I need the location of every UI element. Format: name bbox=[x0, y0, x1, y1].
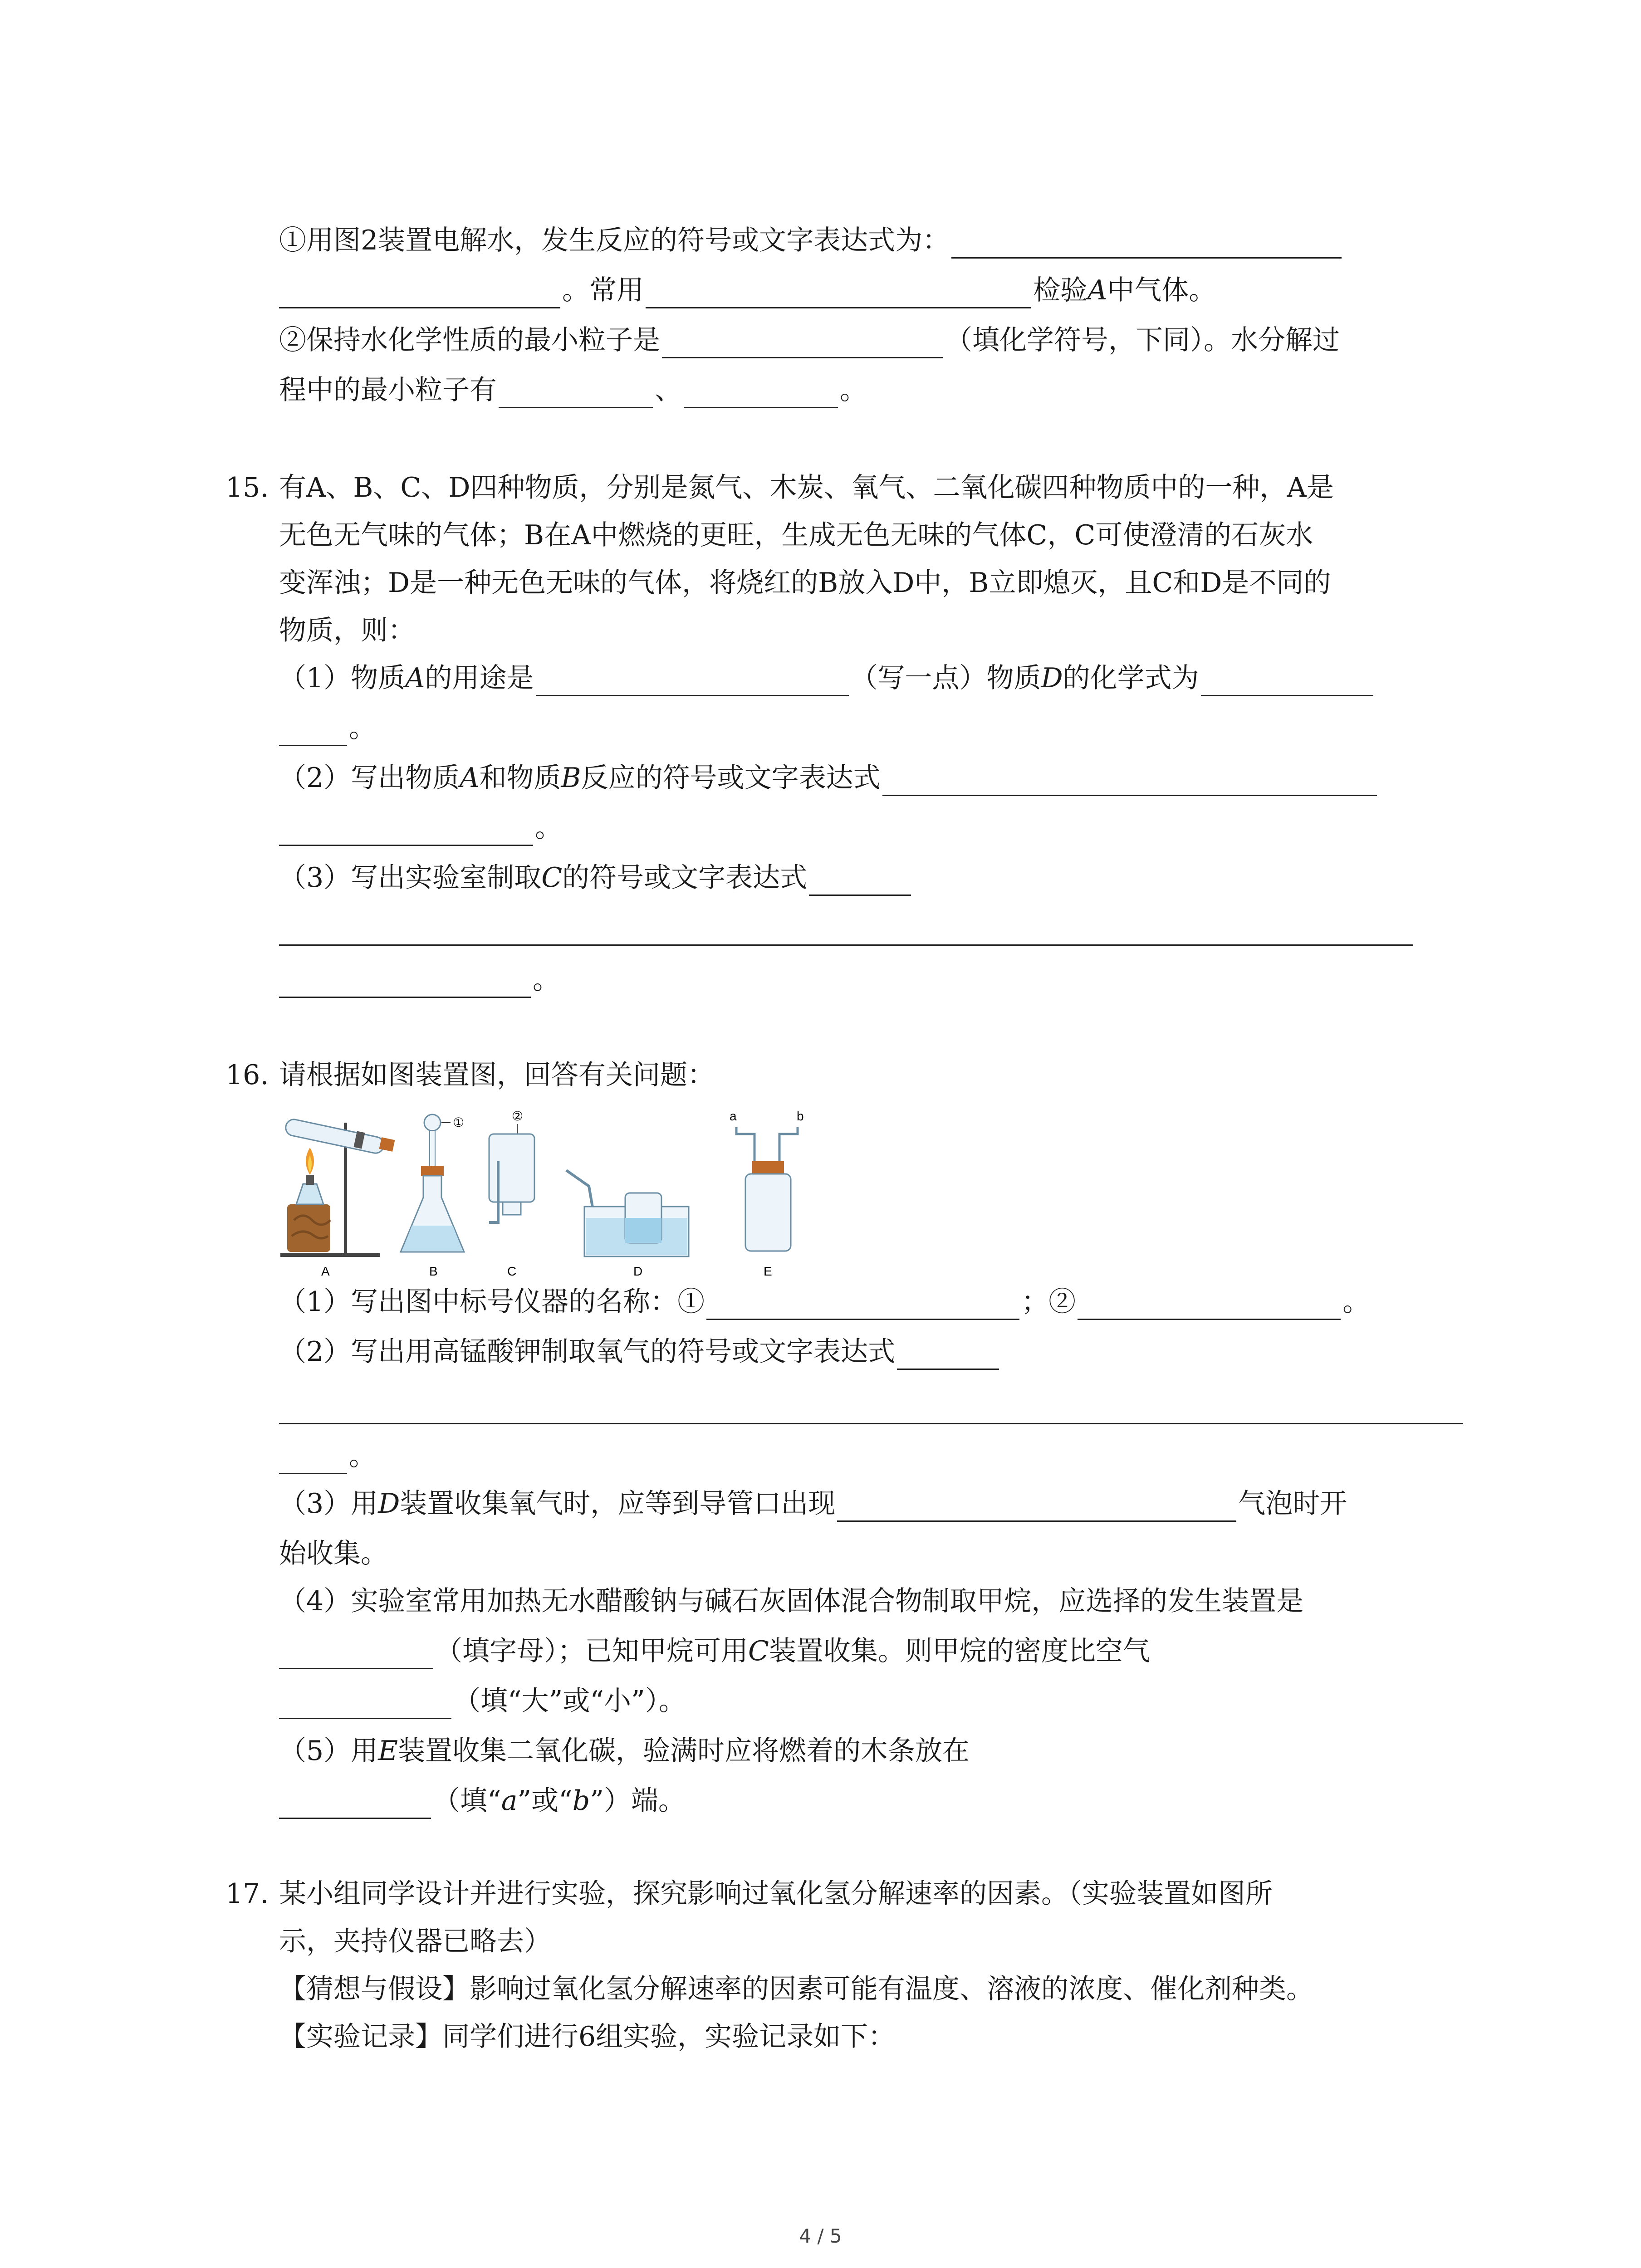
label-port-a: a bbox=[730, 1109, 737, 1123]
label-e: E bbox=[764, 1264, 772, 1278]
answer-blank[interactable] bbox=[279, 1788, 431, 1819]
q15-stem-3: 变浑浊；D是一种无色无味的气体，将烧红的B放入D中，B立即熄灭，且C和D是不同的 bbox=[279, 567, 1331, 599]
answer-blank[interactable] bbox=[279, 277, 560, 308]
q15-part-1: （1）物质A的用途是 （写一点）物质D的化学式为 bbox=[279, 660, 1375, 696]
question-number: 17. bbox=[225, 1878, 269, 1910]
answer-blank[interactable] bbox=[279, 1638, 433, 1669]
q16-part-2-cont bbox=[279, 1388, 1465, 1424]
answer-blank[interactable] bbox=[706, 1289, 1019, 1320]
q16-part-4-cont: （填字母）；已知甲烷可用C装置收集。则甲烷的密度比空气 bbox=[279, 1633, 1150, 1669]
q15-stem-2: 无色无气味的气体；B在A中燃烧的更旺，生成无色无味的气体C，C可使澄清的石灰水 bbox=[279, 519, 1313, 551]
apparatus-b bbox=[401, 1114, 464, 1278]
q16-part-3-cont: 始收集。 bbox=[279, 1538, 388, 1569]
q17-record: 【实验记录】同学们进行6组实验，实验记录如下： bbox=[279, 2021, 896, 2053]
label-d: D bbox=[633, 1264, 643, 1278]
answer-blank[interactable] bbox=[684, 377, 838, 408]
answer-blank[interactable] bbox=[882, 765, 1377, 796]
answer-blank[interactable] bbox=[279, 967, 531, 998]
answer-blank[interactable] bbox=[536, 665, 849, 696]
answer-blank[interactable] bbox=[499, 377, 653, 408]
label-c: C bbox=[507, 1264, 517, 1278]
q15-part-1-cont: 。 bbox=[279, 710, 376, 746]
q16-part-1: （1）写出图中标号仪器的名称：① ；② 。 bbox=[279, 1284, 1370, 1320]
q16-part-5: （5）用E装置收集二氧化碳，验满时应将燃着的木条放在 bbox=[279, 1735, 970, 1767]
page-number: 4 / 5 bbox=[799, 2225, 842, 2247]
q16-part-3: （3）用D装置收集氧气时，应等到导管口出现 气泡时开 bbox=[279, 1486, 1347, 1522]
answer-blank[interactable] bbox=[279, 1393, 1463, 1424]
q15-stem-4: 物质，则： bbox=[279, 615, 415, 646]
label-a: A bbox=[321, 1264, 330, 1278]
answer-blank[interactable] bbox=[951, 227, 1342, 259]
answer-blank[interactable] bbox=[279, 715, 347, 746]
question-number: 15. bbox=[225, 472, 269, 503]
apparatus-figure bbox=[276, 1107, 816, 1279]
q15-part-2: （2）写出物质A和物质B反应的符号或文字表达式 bbox=[279, 760, 1379, 796]
q16-part-4: （4）实验室常用加热无水醋酸钠与碱石灰固体混合物制取甲烷，应选择的发生装置是 bbox=[279, 1585, 1304, 1617]
q14-line-3: ②保持水化学性质的最小粒子是 （填化学符号，下同）。水分解过 bbox=[279, 322, 1340, 358]
q16-part-4-cont2: （填“大”或“小”）。 bbox=[279, 1683, 686, 1719]
q16-part-2: （2）写出用高锰酸钾制取氧气的符号或文字表达式 bbox=[279, 1334, 1001, 1370]
label-b: B bbox=[429, 1264, 438, 1278]
answer-blank[interactable] bbox=[279, 1443, 347, 1474]
q15-part-3-cont2: 。 bbox=[279, 962, 560, 998]
label-port-b: b bbox=[797, 1109, 804, 1123]
q16-part-5-cont: （填“a”或“b”）端。 bbox=[279, 1783, 686, 1819]
q14-line-1: ①用图2装置电解水，发生反应的符号或文字表达式为： bbox=[279, 222, 1343, 259]
label-circle-1: ① bbox=[453, 1115, 465, 1130]
answer-blank[interactable] bbox=[809, 865, 911, 896]
q17-stem-2: 示，夹持仪器已略去） bbox=[279, 1926, 551, 1957]
answer-blank[interactable] bbox=[279, 914, 1413, 946]
q17-hypothesis: 【猜想与假设】影响过氧化氢分解速率的因素可能有温度、溶液的浓度、催化剂种类。 bbox=[279, 1973, 1313, 2005]
answer-blank[interactable] bbox=[837, 1491, 1236, 1522]
q17-stem-1: 某小组同学设计并进行实验，探究影响过氧化氢分解速率的因素。（实验装置如图所 bbox=[279, 1878, 1273, 1910]
q16-stem: 请根据如图装置图，回答有关问题： bbox=[279, 1059, 715, 1091]
apparatus-d bbox=[566, 1170, 689, 1278]
answer-blank[interactable] bbox=[1078, 1289, 1341, 1320]
q15-stem-1: 有A、B、C、D四种物质，分别是氮气、木炭、氧气、二氧化碳四种物质中的一种，A是 bbox=[279, 472, 1334, 503]
answer-blank[interactable] bbox=[279, 815, 533, 846]
label-circle-2: ② bbox=[512, 1109, 524, 1124]
answer-blank[interactable] bbox=[646, 277, 1031, 308]
apparatus-e bbox=[730, 1109, 804, 1278]
question-number: 16. bbox=[225, 1059, 269, 1091]
q14-line-4: 程中的最小粒子有 、 。 bbox=[279, 372, 867, 408]
answer-blank[interactable] bbox=[279, 1688, 451, 1719]
answer-blank[interactable] bbox=[1201, 665, 1373, 696]
q16-part-2-cont2: 。 bbox=[279, 1438, 376, 1474]
answer-blank[interactable] bbox=[662, 327, 943, 358]
q15-part-3: （3）写出实验室制取C的符号或文字表达式 bbox=[279, 860, 913, 896]
answer-blank[interactable] bbox=[897, 1339, 999, 1370]
q15-part-2-cont: 。 bbox=[279, 810, 562, 846]
q15-part-3-cont bbox=[279, 909, 1415, 946]
q14-line-2: 。常用 检验A中气体。 bbox=[279, 272, 1216, 308]
apparatus-c bbox=[489, 1109, 534, 1278]
apparatus-a bbox=[280, 1118, 395, 1278]
